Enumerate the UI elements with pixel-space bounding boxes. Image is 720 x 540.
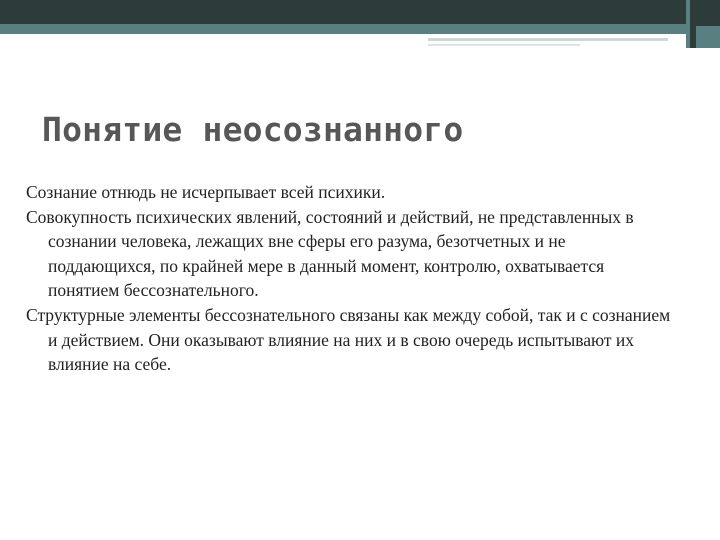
- paragraph-2: Совокупность психических явлений, состояний и действий, не представленных в сознании человека, лежащих вне сферы его разума, безотчетных и не поддающихся, по крайней мере в данный момент, контролю, охватывается понятием бессознательного.: [26, 206, 634, 301]
- header-accent-line-short: [428, 44, 580, 46]
- header-band-teal: [0, 24, 720, 34]
- paragraph-3: Структурные элементы бессознательного связаны как между собой, так и с сознанием и действием. Они оказывают влияние на них и в свою очередь испытывают их влияние на себе.: [26, 304, 671, 375]
- slide-content: [26, 180, 676, 377]
- corner-accent-inner: [696, 26, 720, 48]
- slide-title: Понятие неосознанного: [42, 110, 464, 149]
- header-band-dark: [0, 0, 720, 24]
- header-accent-line: [428, 38, 668, 41]
- paragraph-1: Сознание отнюдь не исчерпывает всей психики.: [26, 182, 386, 202]
